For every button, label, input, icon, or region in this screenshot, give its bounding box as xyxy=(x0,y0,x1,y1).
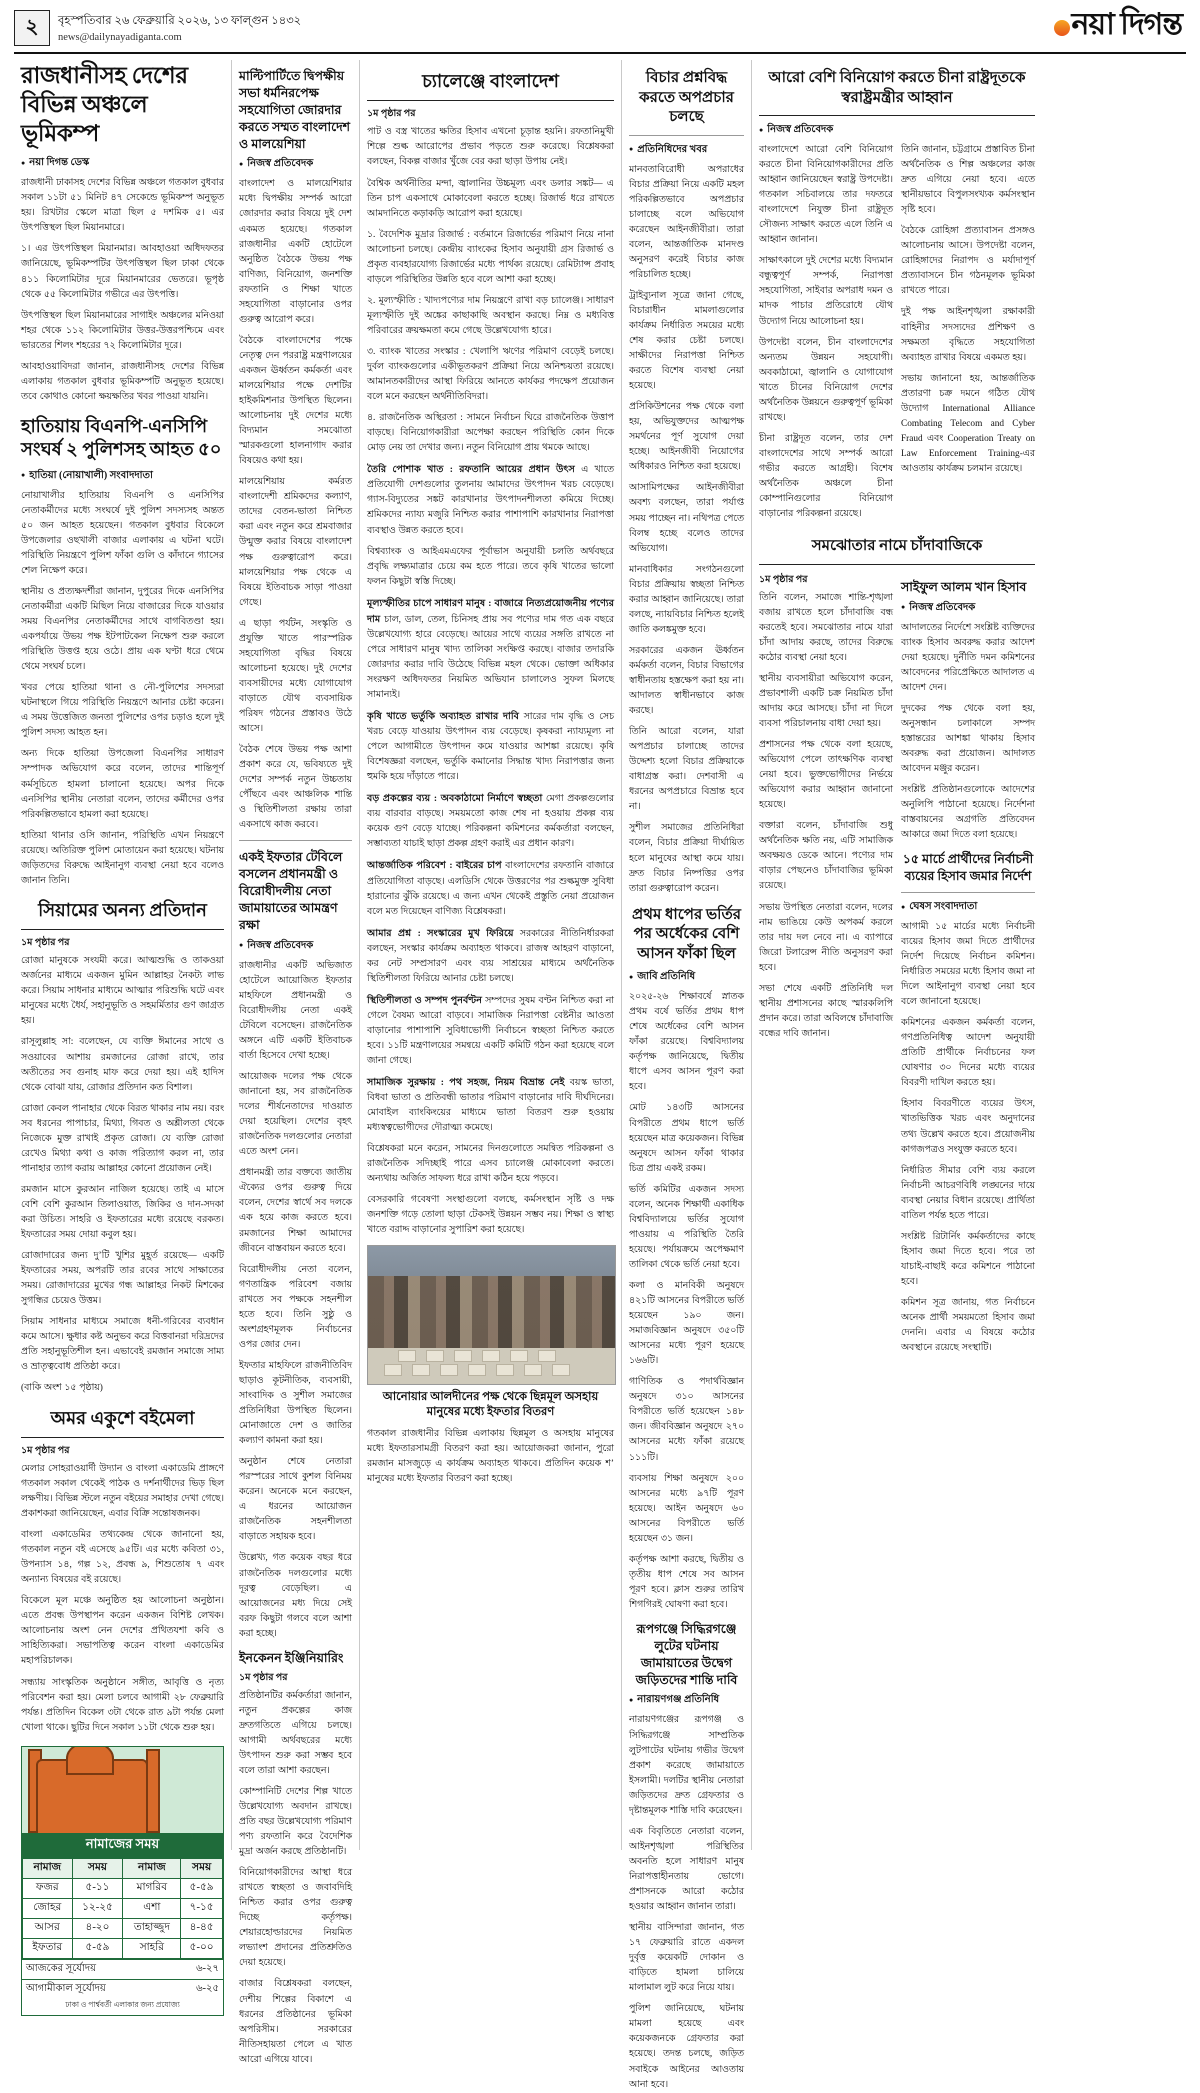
continuation-note: (বাকি অংশ ১৫ পৃষ্ঠায়) xyxy=(21,1383,103,1394)
paragraph: মোট ১৪৩টি আসনের বিপরীতে প্রথম ধাপে ভর্তি হয়েছেন মাত্র কয়েকজন। বিভিন্ন অনুষদে আসন ফাঁকা থাকার চিত্র প্রায় একই রকম। xyxy=(629,1103,744,1174)
cell: ১২-২৫ xyxy=(72,1898,123,1918)
paragraph: কোম্পানিটি দেশের শিল্প খাতে উল্লেখযোগ্য অবদান রাখছে। প্রতি বছর উল্লেখযোগ্য পরিমাণ পণ্য রফতানি করে বৈদেশিক মুদ্রা অর্জন করছে প্রতিষ্ঠানটি। xyxy=(239,1786,352,1858)
paragraph: মালয়েশিয়ায় কর্মরত বাংলাদেশী শ্রমিকদের কল্যাণ, তাদের বেতন-ভাতা নিশ্চিত করা এবং নতুন করে শ্রমবাজার উন্মুক্ত করার বিষয়ে বাংলাদেশ পক্ষ গুরুত্বারোপ করে। মালয়েশিয়ার পক্ষ থেকে এ বিষয়ে ইতিবাচক সাড়া পাওয়া গেছে। xyxy=(239,477,352,608)
table-row xyxy=(23,1878,223,1898)
paragraph: ইফতার মাহফিলে রাজনীতিবিদ ছাড়াও কূটনীতিক, ব্যবসায়ী, সাংবাদিক ও সুশীল সমাজের প্রতিনিধিরা উপস্থিত ছিলেন। মোনাজাতে দেশ ও জাতির কল্যাণ কামনা করা হয়। xyxy=(239,1360,352,1447)
paragraph: বৈঠকে বাংলাদেশের পক্ষে নেতৃত্ব দেন পররাষ্ট্র মন্ত্রণালয়ের একজন ঊর্ধ্বতন কর্মকর্তা এবং মালয়েশিয়ার পক্ষে দেশটির হাইকমিশনার উপস্থিত ছিলেন। আলোচনায় দুই দেশের মধ্যে বিদ্যমান সমঝোতা স্মারকগুলো হালনাগাদ করার বিষয়েও কথা হয়। xyxy=(239,335,352,467)
cell: তাহাজ্জুদ xyxy=(123,1918,181,1938)
paragraph: ২. মূল্যস্ফীতি : খাদ্যপণ্যের দাম নিয়ন্ত্রণে রাখা বড় চ্যালেঞ্জ। সাধারণ মূল্যস্ফীতি দুই অঙ্কের কাছাকাছি অবস্থান করছে। নিম্ন ও মধ্যবিত্ত পরিবারের ক্রয়ক্ষমতা কমে গেছে উল্লেখযোগ্য হারে। xyxy=(367,295,614,336)
headline-challenge-bangladesh: চ্যালেঞ্জে বাংলাদেশ xyxy=(422,71,559,91)
table-row xyxy=(23,1918,223,1938)
paragraph: সরকারের একজন ঊর্ধ্বতন কর্মকর্তা বলেন, বিচার বিভাগের স্বাধীনতায় হস্তক্ষেপ করা হয় না। আদালত স্বাধীনভাবে কাজ করছে। xyxy=(629,645,744,717)
paragraph: স্থানীয় ব্যবসায়ীরা অভিযোগ করেন, প্রভাবশালী একটি চক্র নিয়মিত চাঁদা আদায় করে আসছে। চাঁদা না দিলে ব্যবসা পরিচালনায় বাধা দেয়া হয়। xyxy=(759,673,893,729)
paragraph: বিরোধীদলীয় নেতা বলেন, গণতান্ত্রিক পরিবেশ বজায় রাখতে সব পক্ষকে সহনশীল হতে হবে। তিনি সুষ্ঠু ও অংশগ্রহণমূলক নির্বাচনের ওপর জোর দেন। xyxy=(239,1264,352,1350)
cell: ৭-১৫ xyxy=(181,1898,223,1918)
headline-election-expense: ১৫ মার্চে প্রার্থীদের নির্বাচনী ব্যয়ের হিসাব জমার নির্দেশ xyxy=(902,852,1034,884)
paragraph: ৪. রাজনৈতিক অস্থিরতা : সামনে নির্বাচন ঘিরে রাজনৈতিক উত্তাপ বাড়ছে। বিনিয়োগকারীরা অপেক্ষা করছেন পরিস্থিতি কোন দিকে মোড় নেয় তা দেখার জন্য। নতুন বিনিয়োগ প্রায় থমকে আছে। xyxy=(367,413,614,454)
headline-hatiya-clash: হাতিয়ায় বিএনপি-এনসিপি সংঘর্ষ ২ পুলিশসহ আহত ৫০ xyxy=(21,415,222,460)
paragraph: ভর্তি কমিটির একজন সদস্য বলেন, অনেক শিক্ষার্থী একাধিক বিশ্ববিদ্যালয়ে ভর্তির সুযোগ পাওয়ায় এ পরিস্থিতি তৈরি হয়েছে। পর্যায়ক্রমে অপেক্ষমাণ তালিকা থেকে ভর্তি নেয়া হবে। xyxy=(629,1184,744,1270)
column-4 xyxy=(622,60,752,2090)
paragraph: বয়স্ক ভাতা, বিধবা ভাতা ও প্রতিবন্ধী ভাতার পরিমাণ বাড়ানোর দাবি দীর্ঘদিনের। মোবাইল ব্যাংকিংয়ের মাধ্যমে ভাতা বিতরণ শুরু হওয়ায় মধ্যস্বত্বভোগীদের দৌরাত্ম্য কমেছে। xyxy=(367,1078,615,1134)
masthead-left xyxy=(14,10,301,46)
headline-admission-seats: প্রথম ধাপের ভর্তির পর অর্ধেকের বেশি আসন ফাঁকা ছিল xyxy=(632,906,741,962)
dome-icon xyxy=(66,1747,114,1775)
headline-rupganj-loot: রূপগঞ্জে সিদ্ধিরগঞ্জে লুটের ঘটনায় জামায়াতের উদ্বেগ জড়িতদের শান্তি দাবি xyxy=(635,1621,738,1687)
extortion-subcolumns xyxy=(759,571,1035,1363)
byline-hatiya: ● হাতিয়া (নোয়াখালী) সংবাদদাতা xyxy=(21,468,224,485)
photo-food-box xyxy=(398,1350,416,1362)
paragraph: বাংলা একাডেমির তথ্যকেন্দ্র থেকে জানানো হয়, গতকাল নতুন বই এসেছে ৯৫টি। এর মধ্যে কবিতা ৩১, উপন্যাস ১৪, গল্প ১২, প্রবন্ধ ৯, শিশুতোষ ৭ এবং অন্যান্য বিষয়ের বই রয়েছে। xyxy=(21,1530,224,1586)
headline-boimela: অমর একুশে বইমেলা xyxy=(50,1407,195,1428)
dateline-block xyxy=(58,10,301,46)
china-subcolumns xyxy=(759,143,1035,528)
column-2 xyxy=(232,60,360,2065)
byline-trial: ● প্রতিনিধিদের খবর xyxy=(629,142,744,159)
prayer-note: ঢাকা ও পার্শ্ববর্তী এলাকার জন্য প্রযোজ্য xyxy=(65,1999,180,2009)
paragraph: বিশ্লেষকরা মনে করেন, সামনের দিনগুলোতে সমন্বিত পরিকল্পনা ও রাজনৈতিক সদিচ্ছাই পারে এসব চ্যালেঞ্জ মোকাবেলা করতে। অন্যথায় অর্জিত সাফল্য ধরে রাখা কঠিন হয়ে পড়বে। xyxy=(367,1144,614,1185)
paragraph: ১. বৈদেশিক মুদ্রার রিজার্ভ : বর্তমানে রিজার্ভের পরিমাণ নিয়ে নানা আলোচনা চলছে। কেন্দ্রীয় ব্যাংকের হিসাব অনুযায়ী গ্রস রিজার্ভ ও প্রকৃত ব্যবহারযোগ্য রিজার্ভের মধ্যে পার্থক্য রয়েছে। রেমিট্যান্স প্রবাহ বাড়লে পরিস্থিতির উন্নতি হবে বলে আশা করা হচ্ছে। xyxy=(367,229,614,285)
paragraph: কলা ও মানবিকী অনুষদে ৪২১টি আসনের বিপরীতে ভর্তি হয়েছেন ১৯০ জন। সমাজবিজ্ঞান অনুষদে ৩৫০টি আসনের মধ্যে পূরণ হয়েছে ১৬৬টি। xyxy=(629,1281,744,1367)
paragraph: স্থানীয় বাসিন্দারা জানান, গত ১৭ ফেব্রুয়ারি রাতে একদল দুর্বৃত্ত কয়েকটি দোকান ও বাড়িতে হামলা চালিয়ে মালামাল লুট করে নিয়ে যায়। xyxy=(629,1923,744,1994)
col-header: সময় xyxy=(72,1858,123,1878)
paragraph: গাণিতিক ও পদার্থবিজ্ঞান অনুষদে ৩১০ আসনের বিপরীতে ভর্তি হয়েছেন ১৪৮ জন। জীববিজ্ঞান অনুষদে ২৭০ আসনের মধ্যে ফাঁকা রয়েছে ১১১টি। xyxy=(629,1377,744,1463)
paragraph: পাট ও বস্ত্র খাতের ক্ষতির হিসাব এখনো চূড়ান্ত হয়নি। রফতানিমুখী শিল্পে শুল্ক আরোপের প্রভাব পড়তে শুরু করেছে। বিশ্লেষকরা বলছেন, বিকল্প বাজার খুঁজে বের করা ছাড়া উপায় নেই। xyxy=(367,127,614,168)
paragraph: রমজান মাসে কুরআন নাজিল হয়েছে। তাই এ মাসে বেশি বেশি কুরআন তিলাওয়াত, জিকির ও দান-সদকা করা উচিত। সাহরি ও ইফতারের মধ্যে রয়েছে বরকত। ইফতারের সময় দোয়া কবুল হয়। xyxy=(21,1184,224,1241)
photo-iftar-distribution xyxy=(367,1245,616,1385)
cell: ৪-২০ xyxy=(72,1918,123,1938)
sunrise-value: ৬-২৭ xyxy=(196,1962,219,1974)
sunset-row xyxy=(22,1979,223,1999)
paragraph: অনুষ্ঠান শেষে নেতারা পরস্পরের সাথে কুশল বিনিময় করেন। অনেকে মনে করছেন, এ ধরনের আয়োজন রাজনৈতিক সহনশীলতা বাড়াতে সহায়ক হবে। xyxy=(239,1457,352,1543)
paragraph: রাসূলুল্লাহ সা: বলেছেন, যে ব্যক্তি ঈমানের সাথে ও সওয়াবের আশায় রমজানের রোজা রাখে, তার অতীতের সব গুনাহ মাফ করে দেয়া হয়। এই হাদিস থেকে বোঝা যায়, রোজার প্রতিদান কত বিশাল। xyxy=(21,1037,224,1093)
cell: আসর xyxy=(23,1918,73,1938)
paragraph: দুই পক্ষ আইনশৃঙ্খলা রক্ষাকারী বাহিনীর সদস্যদের প্রশিক্ষণ ও সক্ষমতা বৃদ্ধিতে সহযোগিতা অব্যাহত রাখার বিষয়ে একমত হয়। xyxy=(901,307,1035,363)
byline-election: ● ঘেষস সংবাদদাতা xyxy=(901,899,1035,916)
sunrise-row xyxy=(22,1959,223,1979)
paragraph: বাংলাদেশের রফতানি বাজারে প্রতিযোগিতা বাড়ছে। এলডিসি থেকে উত্তরণের পর শুল্কমুক্ত সুবিধা হারানোর ঝুঁকি রয়েছে। এ জন্য এখন থেকেই প্রস্তুতি নেয়া প্রয়োজন বলে মত দিয়েছেন বাণিজ্য বিশ্লেষকরা। xyxy=(367,861,615,917)
cell: ৫-০০ xyxy=(181,1938,223,1958)
cell: ৫-৫৯ xyxy=(181,1878,223,1898)
paragraph: হিসাব বিবরণীতে ব্যয়ের উৎস, খাতভিত্তিক খরচ এবং অনুদানের তথ্য উল্লেখ করতে হবে। প্রয়োজনীয় কাগজপত্রও সংযুক্ত করতে হবে। xyxy=(901,1099,1035,1155)
divider xyxy=(239,840,352,841)
paragraph: রোজাদারের জন্য দু’টি খুশির মুহূর্ত রয়েছে— একটি ইফতারের সময়, অপরটি তার রবের সাথে সাক্ষাতের সময়। রোজাদারের মুখের গন্ধ আল্লাহর নিকট মিশকের সুগন্ধির চেয়েও উত্তম। xyxy=(21,1251,224,1307)
paragraph: চীনা রাষ্ট্রদূত বলেন, তার দেশ বাংলাদেশের সাথে সম্পর্ক আরো গভীর করতে আগ্রহী। বিশেষ অর্থনৈতিক অঞ্চলে চীনা কোম্পানিগুলোর বিনিয়োগ বাড়ানোর পরিকল্পনা রয়েছে। xyxy=(759,433,893,520)
paragraph: গতকাল রাজধানীর বিভিন্ন এলাকায় ছিন্নমূল ও অসহায় মানুষের মধ্যে ইফতারসামগ্রী বিতরণ করা হয়। আয়োজকরা জানান, পুরো রমজান মাসজুড়ে এ কার্যক্রম অব্যাহত থাকবে। প্রতিদিন কয়েক শ’ মানুষের মধ্যে ইফতার বিতরণ করা হচ্ছে। xyxy=(367,1428,614,1484)
paragraph: বিকেলে মূল মঞ্চে অনুষ্ঠিত হয় আলোচনা অনুষ্ঠান। এতে প্রবন্ধ উপস্থাপন করেন একজন বিশিষ্ট লেখক। আলোচনায় অংশ নেন দেশের প্রথিতযশা কবি ও সাহিত্যিকরা। সভাপতিত্ব করেন বাংলা একাডেমির মহাপরিচালক। xyxy=(21,1596,224,1667)
photo-food-box xyxy=(552,1364,570,1376)
paragraph: পুলিশ জানিয়েছে, ঘটনায় মামলা হয়েছে এবং কয়েকজনকে গ্রেফতার করা হয়েছে। তদন্ত চলছে, জড়িত সবাইকে আইনের আওতায় আনা হবে। xyxy=(629,2004,744,2090)
paragraph: আগামী ১৫ মার্চের মধ্যে নির্বাচনী ব্যয়ের হিসাব জমা দিতে প্রার্থীদের নির্দেশ দিয়েছে নির্বাচন কমিশন। নির্ধারিত সময়ের মধ্যে হিসাব জমা না দিলে আইনানুগ ব্যবস্থা নেয়া হবে বলে জানানো হয়েছে। xyxy=(901,921,1035,1008)
cell: সাহরি xyxy=(123,1938,181,1958)
paragraph: রাজধানী ঢাকাসহ দেশের বিভিন্ন অঞ্চলে গতকাল বুধবার সকাল ১১টা ৫১ মিনিট ৪৭ সেকেন্ডে ভূমিকম্প অনুভূত হয়। রিখটার স্কেলে মাত্রা ছিল ৫ দশমিক ৫। এর উৎপত্তিস্থল ছিল মিয়ানমারে। xyxy=(21,178,224,234)
paragraph: সন্ধ্যায় সাংস্কৃতিক অনুষ্ঠানে সঙ্গীত, আবৃত্তি ও নৃত্য পরিবেশন করা হয়। মেলা চলবে আগামী ২৮ ফেব্রুয়ারি পর্যন্ত। প্রতিদিন বিকেল ৩টা থেকে রাত ৯টা পর্যন্ত মেলা খোলা থাকে। ছুটির দিনে সকাল ১১টা থেকে শুরু হয়। xyxy=(21,1677,224,1733)
photo-caption: আনোয়ার আলদীনের পক্ষ থেকে ছিন্নমূল অসহায় মানুষের মধ্যে ইফতার বিতরণ xyxy=(382,1390,599,1419)
subhead-megaproject: বড় প্রকল্পের ব্যয় : অবকাঠামো নির্মাণে স্বচ্ছতা xyxy=(367,793,543,805)
paragraph: মানবাধিকার সংগঠনগুলো বিচার প্রক্রিয়ায় স্বচ্ছতা নিশ্চিত করার আহ্বান জানিয়েছে। তারা বলছে, ন্যায়বিচার নিশ্চিত হলেই জাতি কলঙ্কমুক্ত হবে। xyxy=(629,564,744,635)
paragraph: রাজধানীর একটি অভিজাত হোটেলে আয়োজিত ইফতার মাহফিলে প্রধানমন্ত্রী ও বিরোধীদলীয় নেতা একই টেবিলে বসেছেন। রাজনৈতিক অঙ্গনে এটি একটি ইতিবাচক বার্তা হিসেবে দেখা হচ্ছে। xyxy=(239,960,352,1061)
paragraph: তিনি জানান, চট্টগ্রামে প্রস্তাবিত চীনা অর্থনৈতিক ও শিল্প অঞ্চলের কাজ দ্রুত এগিয়ে নেয়া হবে। এতে স্থানীয়ভাবে বিপুলসংখ্যক কর্মসংস্থান সৃষ্টি হবে। xyxy=(901,145,1035,216)
photo-food-box xyxy=(412,1364,430,1376)
table-row xyxy=(23,1938,223,1958)
paragraph: সরকারের নীতিনির্ধারকরা বলছেন, সংস্কার কার্যক্রম অব্যাহত থাকবে। রাজস্ব আহরণ বাড়ানো, কর নেট সম্প্রসারণ এবং ব্যয় সাশ্রয়ের মাধ্যমে অর্থনৈতিক স্থিতিশীলতা ফিরিয়ে আনার চেষ্টা চলছে। xyxy=(367,928,615,984)
paragraph: ১। এর উৎপত্তিস্থল মিয়ানমার। আবহাওয়া অধিদফতর জানিয়েছে, ভূমিকম্পটির উৎপত্তিস্থল ছিল ঢাকা থেকে ৪১১ কিলোমিটার দূরে মিয়ানমারের ভেতরে। ভূপৃষ্ঠ থেকে ৫৫ কিলোমিটার গভীরে এর উৎপত্তি। xyxy=(21,244,224,300)
photo-food-box xyxy=(510,1350,528,1362)
paragraph: কমিশন সূত্র জানায়, গত নির্বাচনে অনেক প্রার্থী সময়মতো হিসাব জমা দেননি। এবার এ বিষয়ে কঠোর অবস্থানে রয়েছে সংস্থাটি। xyxy=(901,1297,1035,1354)
paragraph: চাল, ডাল, তেল, চিনিসহ প্রায় সব পণ্যের দাম গত এক বছরে উল্লেখযোগ্য হারে বেড়েছে। আয়ের সাথে ব্যয়ের সঙ্গতি রাখতে না পেরে সাধারণ মানুষ খাদ্য তালিকা সংক্ষিপ্ত করছে। বাজার তদারকি জোরদার করার দাবি উঠেছে বিভিন্ন মহল থেকে। ভোক্তা অধিকার সংরক্ষণ অধিদফতর নিয়মিত অভিযান চালালেও সুফল মিলছে সামান্যই। xyxy=(367,614,614,700)
divider xyxy=(21,1437,224,1438)
photo-food-box xyxy=(454,1350,472,1362)
paragraph: সিয়াম সাধনার মাধ্যমে সমাজে ধনী-গরিবের ব্যবধান কমে আসে। ক্ষুধার কষ্ট অনুভব করে বিত্তবানরা দরিদ্রদের প্রতি সহানুভূতিশীল হন। এভাবেই রমজান সমাজে সাম্য ও ভ্রাতৃত্ববোধ প্রতিষ্ঠা করে। xyxy=(21,1317,224,1373)
paragraph: আসামিপক্ষের আইনজীবীরা অবশ্য বলছেন, তারা পর্যাপ্ত সময় পাচ্ছেন না। নথিপত্র পেতে বিলম্ব হচ্ছে বলেও তাদের অভিযোগ। xyxy=(629,483,744,554)
china-subcol-right xyxy=(901,143,1035,528)
paragraph: মেগা প্রকল্পগুলোর ব্যয় বারবার বাড়ছে। সময়মতো কাজ শেষ না হওয়ায় প্রকল্প ব্যয় কয়েক গুণ বেড়ে যাচ্ছে। পরিকল্পনা কমিশনের কর্মকর্তারা বলছেন, সম্ভাব্যতা যাচাই ছাড়া প্রকল্প গ্রহণ করাই এর প্রধান কারণ। xyxy=(367,794,614,850)
paragraph: বক্তারা বলেন, চাঁদাবাজি শুধু অর্থনৈতিক ক্ষতি নয়, এটি সামাজিক অবক্ষয়ও ডেকে আনে। পণ্যের দাম বাড়ার পেছনেও চাঁদাবাজির ভূমিকা রয়েছে। xyxy=(759,821,893,892)
minaret-right-icon xyxy=(146,1749,160,1833)
sun-icon xyxy=(1054,20,1070,36)
paragraph: প্রধানমন্ত্রী তার বক্তব্যে জাতীয় ঐক্যের ওপর গুরুত্ব দিয়ে বলেন, দেশের স্বার্থে সব দলকে এক হয়ে কাজ করতে হবে। রমজানের শিক্ষা আমাদের জীবনে বাস্তবায়ন করতে হবে। xyxy=(239,1168,352,1254)
cell: ফজর xyxy=(23,1878,73,1898)
column-3 xyxy=(360,60,622,1850)
divider xyxy=(901,892,1035,893)
paragraph: প্রসিকিউশনের পক্ষ থেকে বলা হয়, অভিযুক্তদের আত্মপক্ষ সমর্থনের পূর্ণ সুযোগ দেয়া হচ্ছে। আইনজীবী নিয়োগের অধিকারও নিশ্চিত করা হয়েছে। xyxy=(629,402,744,473)
paragraph: সভায় উপস্থিত নেতারা বলেন, দলের নাম ভাঙিয়ে কেউ অপকর্ম করলে তার দায় দল নেবে না। এ ব্যাপারে জিরো টলারেন্স নীতি অনুসরণ করা হবে। xyxy=(759,902,893,973)
cell: জোহর xyxy=(23,1898,73,1918)
paragraph: স্থানীয় ও প্রত্যক্ষদর্শীরা জানান, দুপুরের দিকে এনসিপির নেতাকর্মীরা একটি মিছিল নিয়ে বাজারের দিকে যাওয়ার সময় বিএনপির নেতাকর্মীদের সাথে বাগবিতণ্ডা হয়। একপর্যায়ে উভয় পক্ষ ইটপাটকেল নিক্ষেপ শুরু করলে পরিস্থিতি উত্তপ্ত হয়ে ওঠে। প্রায় এক ঘণ্টা ধরে থেমে থেমে সংঘর্ষ চলে। xyxy=(21,586,224,673)
date-line: বৃহস্পতিবার ২৬ ফেব্রুয়ারি ২০২৬, ১৩ ফাল্গুন ১৪৩২ xyxy=(58,15,302,27)
subhead-inflation: মূল্যস্ফীতির চাপে সাধারণ মানুষ : বাজারে নিত্যপ্রয়োজনীয় পণ্যের দাম xyxy=(367,597,614,625)
paragraph: সংশ্লিষ্ট প্রতিষ্ঠানগুলোকে আদেশের অনুলিপি পাঠানো হয়েছে। নির্দেশনা বাস্তবায়নের অগ্রগতি প্রতিবেদন আকারে জমা দিতে বলা হয়েছে। xyxy=(901,784,1035,841)
byline-saiful: ● নিজস্ব প্রতিবেদক xyxy=(901,600,1035,617)
prayer-box-title: নামাজের সময় xyxy=(22,1833,223,1858)
photo-food-box xyxy=(496,1364,514,1376)
paragraph: রোজা কেবল পানাহার থেকে বিরত থাকার নাম নয়। বরং সব ধরনের পাপাচার, মিথ্যা, গিবত ও অশ্লীলতা থেকে নিজেকে মুক্ত রাখাই প্রকৃত রোজা। যে ব্যক্তি রোজা রেখেও মিথ্যা কথা ও কাজ পরিত্যাগ করল না, তার পানাহার ত্যাগ করায় আল্লাহর কোনো প্রয়োজন নেই। xyxy=(21,1103,224,1174)
china-subcol-left xyxy=(759,143,893,528)
paragraph: বিশ্বব্যাংক ও আইএমএফের পূর্বাভাস অনুযায়ী চলতি অর্থবছরে প্রবৃদ্ধি লক্ষ্যমাত্রার চেয়ে কম হতে পারে। তবে কৃষি খাতের ভালো ফলন কিছুটা স্বস্তি দিচ্ছে। xyxy=(367,546,614,587)
newspaper-logo xyxy=(1054,10,1186,40)
paragraph: হাতিয়া থানার ওসি জানান, পরিস্থিতি এখন নিয়ন্ত্রণে রয়েছে। অতিরিক্ত পুলিশ মোতায়েন করা হয়েছে। ঘটনায় জড়িতদের বিরুদ্ধে আইনানুগ ব্যবস্থা নেয়া হবে বলেও জানান তিনি। xyxy=(21,830,224,886)
sunrise-label: আজকের সূর্যোদয় xyxy=(26,1962,97,1974)
headline-iftar-table: একই ইফতার টেবিলে বসলেন প্রধানমন্ত্রী ও বিরোধীদলীয় নেতা জামায়াতের আমন্ত্রণ রক্ষা xyxy=(239,850,343,932)
subhead-agriculture: কৃষি খাতে ভর্তুকি অব্যাহত রাখার দাবি xyxy=(367,711,519,723)
extortion-subcol-right xyxy=(901,571,1035,1363)
paragraph: মানবতাবিরোধী অপরাধের বিচার প্রক্রিয়া নিয়ে একটি মহল পরিকল্পিতভাবে অপপ্রচার চালাচ্ছে বলে অভিযোগ করেছেন আইনজীবীরা। তারা বলেন, আন্তর্জাতিক মানদণ্ড অনুসরণ করেই বিচার কাজ পরিচালিত হচ্ছে। xyxy=(629,164,744,280)
paragraph: দুদকের পক্ষ থেকে বলা হয়, অনুসন্ধান চলাকালে সম্পদ হস্তান্তরের আশঙ্কা থাকায় হিসাব অবরুদ্ধ করা প্রয়োজন। আদালত আবেদন মঞ্জুর করেন। xyxy=(901,703,1035,774)
divider xyxy=(759,115,1035,116)
byline-malaysia: ● নিজস্ব প্রতিবেদক xyxy=(239,156,352,173)
paragraph: সভায় জানানো হয়, আন্তর্জাতিক প্রতারণা চক্র দমনে গঠিত যৌথ উদ্যোগ International Alliance Combating Telecom and Cyber Fraud এবং Cooperation Treaty on Law Enforcement Training-এর আওতায় কার্যক্রম চলমান রয়েছে। xyxy=(901,373,1035,474)
paragraph: খবর পেয়ে হাতিয়া থানা ও নৌ-পুলিশের সদস্যরা ঘটনাস্থলে গিয়ে পরিস্থিতি নিয়ন্ত্রণে আনার চেষ্টা করেন। এ সময় উত্তেজিত জনতা পুলিশের ওপর চড়াও হলে দুই পুলিশ সদস্য আহত হন। xyxy=(21,683,224,739)
photo-food-box xyxy=(538,1350,556,1362)
divider xyxy=(759,564,1035,565)
paragraph: রোজা মানুষকে সংযমী করে। আত্মশুদ্ধি ও তাকওয়া অর্জনের মাধ্যমে একজন মুমিন আল্লাহর নৈকট্য লাভ করে। সিয়াম সাধনার মাধ্যমে আত্মার পরিশুদ্ধি ঘটে এবং মানুষের মধ্যে ধৈর্য, সহানুভূতি ও সহমর্মিতার গুণ জাগ্রত হয়। xyxy=(21,956,224,1027)
paragraph: সংশ্লিষ্ট রিটার্নিং কর্মকর্তাদের কাছে হিসাব জমা দিতে হবে। পরে তা যাচাই-বাছাই করে কমিশনে পাঠানো হবে। xyxy=(901,1231,1035,1287)
headline-saiful-alam: সাইফুল আলম খান হিসাব xyxy=(901,579,1027,594)
paragraph: উপদেষ্টা বলেন, চীন বাংলাদেশের অন্যতম উন্নয়ন সহযোগী। অবকাঠামো, জ্বালানি ও যোগাযোগ খাতে চীনের বিনিয়োগ দেশের অর্থনৈতিক উন্নয়নে গুরুত্বপূর্ণ ভূমিকা রাখছে। xyxy=(759,337,893,423)
divider xyxy=(367,100,614,101)
contact-email: news@dailynayadiganta.com xyxy=(58,32,182,44)
headline-earthquake: রাজধানীসহ দেশের বিভিন্ন অঞ্চলে ভূমিকম্প xyxy=(21,63,188,146)
columns-grid xyxy=(14,60,1186,2090)
paragraph: সভা শেষে একটি প্রতিনিধি দল স্থানীয় প্রশাসনের কাছে স্মারকলিপি প্রদান করে। তারা অবিলম্বে চাঁদাবাজি বন্ধের দাবি জানান। xyxy=(759,983,893,1039)
col-header: সময় xyxy=(181,1858,223,1878)
divider xyxy=(629,135,744,136)
byline-earthquake: ● নয়া দিগন্ত ডেস্ক xyxy=(21,155,224,172)
col-header: নামাজ xyxy=(23,1858,73,1878)
photo-food-box xyxy=(440,1364,458,1376)
paragraph: কর্তৃপক্ষ আশা করছে, দ্বিতীয় ও তৃতীয় ধাপ শেষে সব আসন পূরণ হবে। ক্লাস শুরুর তারিখ শিগগিরই ঘোষণা করা হবে। xyxy=(629,1554,744,1610)
paragraph: সাক্ষাৎকালে দুই দেশের মধ্যে বিদ্যমান বন্ধুত্বপূর্ণ সম্পর্ক, নিরাপত্তা সহযোগিতা, সাইবার অপরাধ দমন ও মাদক পাচার প্রতিরোধে যৌথ উদ্যোগ নিয়ে আলোচনা হয়। xyxy=(759,256,893,327)
paragraph: এ খাতে প্রতিযোগী দেশগুলোর তুলনায় আমাদের উৎপাদন খরচ বেড়েছে। গ্যাস-বিদ্যুতের সঙ্কট কারখানার উৎপাদনশীলতা কমিয়ে দিচ্ছে। শ্রমিকদের ন্যায্য মজুরি নিশ্চিত করার পাশাপাশি কারখানার নিরাপত্তা ব্যবস্থাও উন্নত করতে হবে। xyxy=(367,465,614,536)
jump-line: ১ম পৃষ্ঠার পর xyxy=(759,574,808,585)
paragraph: এ ছাড়া পর্যটন, সংস্কৃতি ও প্রযুক্তি খাতে পারস্পরিক সহযোগিতা বৃদ্ধির বিষয়ে আলোচনা হয়েছে। দুই দেশের ব্যবসায়ীদের মধ্যে যোগাযোগ বাড়াতে যৌথ ব্যবসায়িক পরিষদ গঠনের প্রস্তাবও উঠে আসে। xyxy=(239,618,352,735)
subhead-garments: তৈরি পোশাক খাত : রফতানি আয়ের প্রধান উৎস xyxy=(367,464,575,476)
sunset-value: ৬-২৫ xyxy=(196,1982,219,1994)
paragraph: বৈঠকে রোহিঙ্গা প্রত্যাবাসন প্রসঙ্গও আলোচনায় আসে। উপদেষ্টা বলেন, রোহিঙ্গাদের নিরাপদ ও মর্যাদাপূর্ণ প্রত্যাবাসনে চীন গঠনমূলক ভূমিকা রাখতে পারে। xyxy=(901,226,1035,297)
cell: ইফতার xyxy=(23,1938,73,1958)
photo-food-box xyxy=(426,1350,444,1362)
photo-food-box xyxy=(468,1364,486,1376)
headline-china-investment: আরো বেশি বিনিয়োগ করতে চীনা রাষ্ট্রদূতকে স্বরাষ্ট্রমন্ত্রীর আহ্বান xyxy=(768,70,1026,106)
cell: ৪-৪৫ xyxy=(181,1918,223,1938)
headline-inkenon-engineering: ইনকেনন ইঞ্জিনিয়ারিং xyxy=(239,1650,344,1665)
byline-ju: ● জাবি প্রতিনিধি xyxy=(629,969,744,986)
paragraph: আদালতের নির্দেশে সংশ্লিষ্ট ব্যক্তিদের ব্যাংক হিসাব অবরুদ্ধ করার আদেশ দেয়া হয়েছে। দুর্নীতি দমন কমিশনের আবেদনের পরিপ্রেক্ষিতে আদালত এ আদেশ দেন। xyxy=(901,622,1035,693)
paragraph: সম্পদের সুষম বণ্টন নিশ্চিত করা না গেলে বৈষম্য আরো বাড়বে। সামাজিক নিরাপত্তা বেষ্টনীর আওতা বাড়ানোর পাশাপাশি সুবিধাভোগী নির্বাচনে স্বচ্ছতা নিশ্চিত করতে হবে। ১১টি মন্ত্রণালয়ের সমন্বয়ে একটি কমিটি গঠন করা হয়েছে বলে জানা গেছে। xyxy=(367,995,614,1067)
paragraph: বাংলাদেশে আরো বেশি বিনিয়োগ করতে চীনা বিনিয়োগকারীদের প্রতি আহ্বান জানিয়েছেন স্বরাষ্ট্র উপদেষ্টা। গতকাল সচিবালয়ে তার দফতরে বাংলাদেশে নিযুক্ত চীনা রাষ্ট্রদূত সৌজন্য সাক্ষাৎ করতে এলে তিনি এ আহ্বান জানান। xyxy=(759,145,893,246)
jump-line: ১ম পৃষ্ঠার পর xyxy=(21,1445,70,1456)
extortion-subcol-left xyxy=(759,571,893,1363)
paragraph: নোয়াখালীর হাতিয়ায় বিএনপি ও এনসিপির নেতাকর্মীদের মধ্যে সংঘর্ষে দুই পুলিশ সদস্যসহ অন্তত ৫০ জন আহত হয়েছেন। গতকাল বুধবার বিকেলে উপজেলার ওছখালী বাজার এলাকায় এ ঘটনা ঘটে। পরিস্থিতি নিয়ন্ত্রণে পুলিশ ফাঁকা গুলি ও কাঁদানে গ্যাসের শেল নিক্ষেপ করে। xyxy=(21,490,224,576)
paragraph: বৈঠক শেষে উভয় পক্ষ আশা প্রকাশ করে যে, ভবিষ্যতে দুই দেশের সম্পর্ক নতুন উচ্চতায় পৌঁছবে এবং আঞ্চলিক শান্তি ও স্থিতিশীলতা রক্ষায় তারা একসাথে কাজ করবে। xyxy=(239,745,352,831)
headline-trial-propaganda: বিচার প্রশ্নবিদ্ধ করতে অপপ্রচার চলছে xyxy=(639,70,734,125)
subhead-international: আন্তর্জাতিক পরিবেশ : বাইরের চাপ xyxy=(367,860,502,872)
paragraph: নারায়ণগঞ্জের রূপগঞ্জ ও সিদ্ধিরগঞ্জে সাম্প্রতিক লুটপাটের ঘটনায় গভীর উদ্বেগ প্রকাশ করেছে জামায়াতে ইসলামী। দলটির স্থানীয় নেতারা জড়িতদের দ্রুত গ্রেফতার ও দৃষ্টান্তমূলক শাস্তি দাবি করেছেন। xyxy=(629,1715,744,1816)
paragraph: ট্রাইব্যুনাল সূত্রে জানা গেছে, বিচারাধীন মামলাগুলোর কার্যক্রম নির্ধারিত সময়ের মধ্যে শেষ করার চেষ্টা চলছে। সাক্ষীদের নিরাপত্তা নিশ্চিত করতে বিশেষ ব্যবস্থা নেয়া হয়েছে। xyxy=(629,290,744,392)
col-header: নামাজ xyxy=(123,1858,181,1878)
paragraph: তিনি আরো বলেন, যারা অপপ্রচার চালাচ্ছে তাদের উদ্দেশ্য হলো বিচার প্রক্রিয়াকে বাধাগ্রস্ত করা। দেশবাসী এ ধরনের অপপ্রচারে বিভ্রান্ত হবে না। xyxy=(629,727,744,813)
prayer-time-box xyxy=(21,1746,224,2016)
cell: ৫-১১ xyxy=(72,1878,123,1898)
paragraph: এক বিবৃতিতে নেতারা বলেন, আইনশৃঙ্খলা পরিস্থিতির অবনতি হলে সাধারণ মানুষ নিরাপত্তাহীনতায় ভোগে। প্রশাসনকে আরো কঠোর হওয়ার আহ্বান জানান তারা। xyxy=(629,1826,744,1913)
paragraph: নির্ধারিত সীমার বেশি ব্যয় করলে নির্বাচনী আচরণবিধি লঙ্ঘনের দায়ে ব্যবস্থা নেয়ার বিধান রয়েছে। প্রার্থিতা বাতিল পর্যন্ত হতে পারে। xyxy=(901,1165,1035,1221)
photo-food-box xyxy=(384,1364,402,1376)
paragraph: বাংলাদেশ ও মালয়েশিয়ার মধ্যে দ্বিপক্ষীয় সম্পর্ক আরো জোরদার করার বিষয়ে দুই দেশ একমত হয়েছে। গতকাল রাজধানীর একটি হোটেলে অনুষ্ঠিত বৈঠকে উভয় পক্ষ বাণিজ্য, বিনিয়োগ, জনশক্তি রফতানি ও শিক্ষা খাতে সহযোগিতা বাড়ানোর ওপর গুরুত্ব আরোপ করে। xyxy=(239,179,352,325)
table-header-row xyxy=(23,1858,223,1878)
paragraph: আবহাওয়াবিদরা জানান, রাজধানীসহ দেশের বিভিন্ন এলাকায় গতকাল বুধবার ভূমিকম্পটি অনুভূত হয়েছে। তবে কোথাও কোনো ক্ষয়ক্ষতির খবর পাওয়া যায়নি। xyxy=(21,361,224,402)
paragraph: অন্য দিকে হাতিয়া উপজেলা বিএনপির সাধারণ সম্পাদক অভিযোগ করে বলেন, তাদের শান্তিপূর্ণ কর্মসূচিতে হামলা চালানো হয়েছে। অপর দিকে এনসিপির স্থানীয় নেতারা বলেন, তাদের কর্মীদের ওপর পরিকল্পিতভাবে হামলা করা হয়েছে। xyxy=(21,749,224,820)
byline-narayanganj: ● নারায়ণগঞ্জ প্রতিনিধি xyxy=(629,1692,744,1709)
headline-malaysia-meeting: মাল্টিপার্টিতে দ্বিপক্ষীয় সভা ধর্মনিরপেক্ষ সহযোগিতা জোরদার করতে সম্মত বাংলাদেশ ও মালয়েশিয়া xyxy=(239,69,351,151)
subhead-redistribution: স্থিতিশীলতা ও সম্পদ পুনর্বণ্টন xyxy=(367,994,482,1006)
paragraph: প্রতিষ্ঠানটির কর্মকর্তারা জানান, নতুন প্রকল্পের কাজ দ্রুতগতিতে এগিয়ে চলছে। আগামী অর্থবছরের মধ্যে উৎপাদন শুরু করা সম্ভব হবে বলে তারা আশা করছেন। xyxy=(239,1690,352,1776)
paragraph: আয়োজক দলের পক্ষ থেকে জানানো হয়, সব রাজনৈতিক দলের শীর্ষনেতাদের দাওয়াত দেয়া হয়েছিল। দেশের বৃহৎ রাজনৈতিক দলগুলোর নেতারা এতে অংশ নেন। xyxy=(239,1072,352,1158)
sunset-label: আগামীকাল সূর্যোদয় xyxy=(26,1982,106,1994)
paragraph: ব্যবসায় শিক্ষা অনুষদে ২০০ আসনের মধ্যে ৯৭টি পূরণ হয়েছে। আইন অনুষদে ৬০ আসনের বিপরীতে ভর্তি হয়েছেন ৩১ জন। xyxy=(629,1473,744,1544)
paragraph: বাজার বিশ্লেষকরা বলছেন, দেশীয় শিল্পের বিকাশে এ ধরনের প্রতিষ্ঠানের ভূমিকা অপরিসীম। সরকারের নীতিসহায়তা পেলে এ খাত আরো এগিয়ে যাবে। xyxy=(239,1979,352,2065)
column-1 xyxy=(14,60,232,2009)
prayer-time-table xyxy=(22,1858,223,1959)
subhead-reform: আমার প্রশ্ন : সংস্কারের মুখ ফিরিয়ে xyxy=(367,927,514,939)
paragraph: বিনিয়োগকারীদের আস্থা ধরে রাখতে স্বচ্ছতা ও জবাবদিহি নিশ্চিত করার ওপর গুরুত্ব দিচ্ছে কর্তৃপক্ষ। শেয়ারহোল্ডারদের নিয়মিত লভ্যাংশ প্রদানের প্রতিশ্রুতিও দেয়া হয়েছে। xyxy=(239,1868,352,1969)
headline-siyam: সিয়ামের অনন্য প্রতিদান xyxy=(38,899,207,920)
headline-extortion: সমঝোতার নামে চাঁদাবাজিকে xyxy=(811,538,983,555)
jump-line: ১ম পৃষ্ঠার পর xyxy=(239,1672,288,1683)
cell: মাগরিব xyxy=(123,1878,181,1898)
paragraph: ৩. ব্যাংক খাতের সংস্কার : খেলাপি ঋণের পরিমাণ বেড়েই চলছে। দুর্বল ব্যাংকগুলোর একীভূতকরণ প্রক্রিয়া নিয়ে অনিশ্চয়তা রয়েছে। আমানতকারীদের আস্থা ফিরিয়ে আনতে কার্যকর পদক্ষেপ প্রয়োজন বলে মনে করছেন অর্থনীতিবিদরা। xyxy=(367,347,614,403)
masthead xyxy=(14,10,1186,54)
paragraph: প্রশাসনের পক্ষ থেকে বলা হয়েছে, অভিযোগ পেলে তাৎক্ষণিক ব্যবস্থা নেয়া হবে। ভুক্তভোগীদের নির্ভয়ে অভিযোগ করার আহ্বান জানানো হয়েছে। xyxy=(759,740,893,811)
jump-line: ১ম পৃষ্ঠার পর xyxy=(367,109,416,120)
table-row xyxy=(23,1898,223,1918)
divider xyxy=(21,929,224,930)
paragraph: উল্লেখ্য, গত কয়েক বছর ধরে রাজনৈতিক দলগুলোর মধ্যে দূরত্ব বেড়েছিল। এ আয়োজনের মধ্য দিয়ে সেই বরফ কিছুটা গলবে বলে আশা করা হচ্ছে। xyxy=(239,1553,352,1639)
paragraph: বেসরকারি গবেষণা সংস্থাগুলো বলছে, কর্মসংস্থান সৃষ্টি ও দক্ষ জনশক্তি গড়ে তোলা ছাড়া টেকসই উন্নয়ন সম্ভব নয়। শিক্ষা ও স্বাস্থ্য খাতে বরাদ্দ বাড়ানোর সুপারিশ করা হয়েছে। xyxy=(367,1195,614,1236)
photo-food-box xyxy=(482,1350,500,1362)
subhead-social-safety: সামাজিক সুরক্ষায় : পথ সহজ, নিয়ম বিভ্রান্ত নেই xyxy=(367,1077,565,1089)
paragraph: তিনি বলেন, সমাজে শান্তি-শৃঙ্খলা বজায় রাখতে হলে চাঁদাবাজি বন্ধ করতেই হবে। সমঝোতার নামে যারা চাঁদা আদায় করছে, তাদের বিরুদ্ধে কঠোর ব্যবস্থা নেয়া হবে। xyxy=(759,592,893,663)
paragraph: উৎপত্তিস্থল ছিল মিয়ানমারের সাগাইং অঞ্চলের মনিওয়া শহর থেকে ১১২ কিলোমিটার উত্তর-উত্তরপশ্চিমে এবং ভারতের শিলং শহরের ৭২ কিলোমিটার দূরে। xyxy=(21,310,224,351)
column-5-6 xyxy=(752,60,1042,1850)
paragraph: ২০২৫-২৬ শিক্ষাবর্ষে স্নাতক প্রথম বর্ষে ভর্তির প্রথম ধাপ শেষে অর্ধেকের বেশি আসন ফাঁকা রয়েছে। বিশ্ববিদ্যালয় কর্তৃপক্ষ জানিয়েছে, দ্বিতীয় ধাপে এসব আসন পূরণ করা হবে। xyxy=(629,992,744,1093)
byline-iftar: ● নিজস্ব প্রতিবেদক xyxy=(239,938,352,955)
byline-china: ● নিজস্ব প্রতিবেদক xyxy=(759,122,1035,139)
paragraph: মেলার সোহরাওয়ার্দী উদ্যান ও বাংলা একাডেমি প্রাঙ্গণে গতকাল সকাল থেকেই পাঠক ও দর্শনার্থীদের ভিড় ছিল লক্ষণীয়। বিভিন্ন স্টলে নতুন বইয়ের সমাহার দেখা গেছে। প্রকাশকরা জানিয়েছেন, এবার বিক্রি সন্তোষজনক। xyxy=(21,1463,224,1520)
photo-food-box xyxy=(524,1364,542,1376)
cell: এশা xyxy=(123,1898,181,1918)
page-number: ২ xyxy=(14,10,50,46)
logo-text: নয়া দিগন্ত xyxy=(1071,8,1182,41)
paragraph: বৈশ্বিক অর্থনীতির মন্দা, জ্বালানির উচ্চমূল্য এবং ডলার সঙ্কট— এ তিন চাপ একসাথে মোকাবেলা করতে হচ্ছে। রিজার্ভ ধরে রাখতে আমদানিতে কড়াকড়ি আরোপ করা হয়েছে। xyxy=(367,178,614,219)
cell: ৫-৫৯ xyxy=(72,1938,123,1958)
jump-line: ১ম পৃষ্ঠার পর xyxy=(21,938,70,949)
mosque-illustration xyxy=(22,1747,223,1833)
paragraph: কমিশনের একজন কর্মকর্তা বলেন, গণপ্রতিনিধিত্ব আদেশ অনুযায়ী প্রতিটি প্রার্থীকে নির্বাচনের ফল ঘোষণার ৩০ দিনের মধ্যে ব্যয়ের বিবরণী দাখিল করতে হয়। xyxy=(901,1018,1035,1089)
paragraph: সারের দাম বৃদ্ধি ও সেচ খরচ বেড়ে যাওয়ায় উৎপাদন ব্যয় বেড়েছে। কৃষকরা ন্যায্যমূল্য না পেলে আগামীতে উৎপাদন কমে যাওয়ার আশঙ্কা রয়েছে। কৃষি বিশেষজ্ঞরা বলছেন, ভর্তুকি কমানোর সিদ্ধান্ত খাদ্য নিরাপত্তার জন্য হুমকি হয়ে দাঁড়াতে পারে। xyxy=(367,712,615,783)
paragraph: সুশীল সমাজের প্রতিনিধিরা বলেন, বিচার প্রক্রিয়া দীর্ঘায়িত হলে মানুষের আস্থা কমে যায়। দ্রুত বিচার নিষ্পত্তির ওপর তারা গুরুত্বারোপ করেন। xyxy=(629,823,744,894)
